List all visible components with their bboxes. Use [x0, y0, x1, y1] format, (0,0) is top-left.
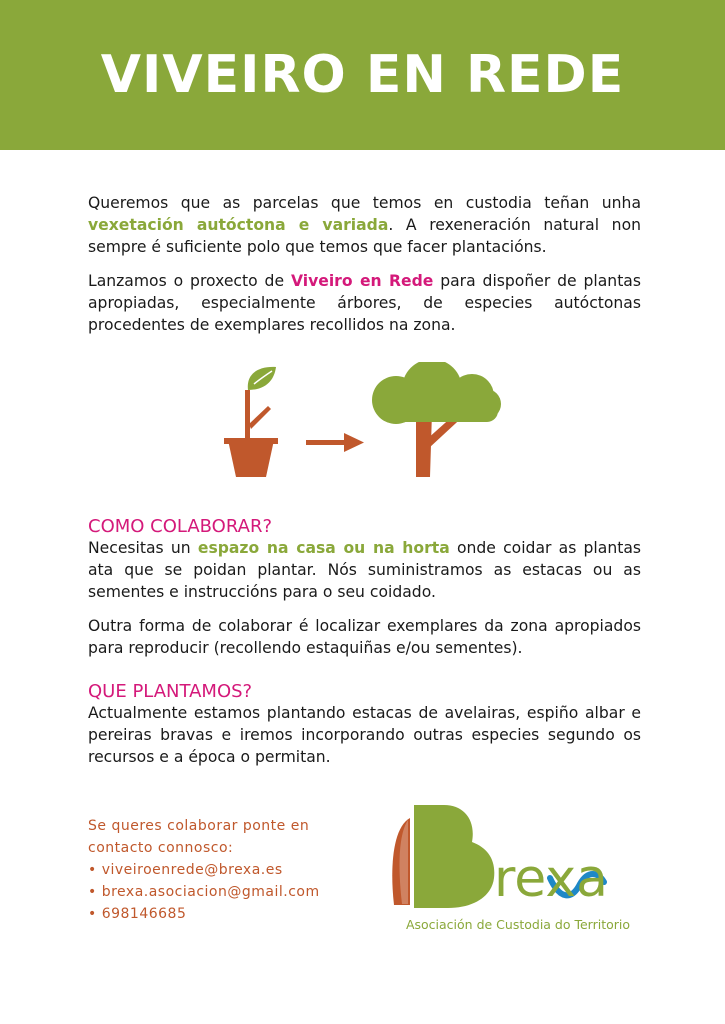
intro-paragraph-2 — [88, 270, 641, 336]
body-text: onde coidar as plantas ata que se poidan plantar. Nós suministramos as estacas ou as sementes e instruccións para o seu coidado. — [88, 539, 641, 601]
section-title-plant: QUE PLANTAMOS? — [88, 681, 253, 702]
contact-email-link[interactable]: • brexa.asociacion@gmail.com — [88, 884, 320, 900]
body-text: Necesitas un — [88, 539, 198, 557]
intro-text: Queremos que as parcelas que temos en custodia teñan unha — [88, 194, 641, 212]
brexa-logo — [388, 800, 648, 935]
section-title-collaborate: COMO COLABORAR? — [88, 516, 272, 537]
contact-intro: contacto connosco: — [88, 840, 234, 856]
tree-icon — [372, 362, 501, 477]
arrow-right-icon — [306, 433, 364, 452]
logo-tagline: Asociación de Custodia do Territorio — [405, 917, 631, 932]
intro-highlight: vexetación autóctona e variada — [88, 216, 389, 234]
intro-text: para dispoñer de plantas apropiadas, especialmente árbores, de especies autóctonas procedentes de exemplares recollidos na zona. — [88, 272, 641, 334]
collaborate-paragraph-1 — [88, 537, 641, 603]
intro-text: . A rexeneración natural non sempre é suficiente polo que temos que facer plantacións. — [88, 216, 641, 256]
plant-paragraph: Actualmente estamos plantando estacas de avelairas, espiño albar e pereiras bravas e iremos incorporando outras especies segundo os recursos e a época o permitan. — [88, 704, 641, 766]
contact-phone-link[interactable]: • 698146685 — [88, 906, 187, 922]
project-name-highlight: Viveiro en Rede — [290, 272, 434, 290]
sapling-in-pot-icon — [224, 367, 278, 477]
contact-block — [88, 815, 378, 925]
collaborate-paragraph-2: Outra forma de colaborar é localizar exemplares da zona apropiados para reproducir (recollendo estaquiñas e/ou sementes). — [88, 617, 641, 657]
intro-text: Lanzamos o proxecto de — [88, 272, 291, 290]
logo-wordmark: rexa — [494, 849, 608, 909]
contact-email-link[interactable]: • viveiroenrede@brexa.es — [88, 862, 283, 878]
intro-paragraph-1 — [88, 192, 641, 258]
header-banner — [0, 0, 725, 150]
page-title: VIVEIRO EN REDE — [100, 45, 625, 105]
contact-intro: Se queres colaborar ponte en — [88, 818, 310, 834]
space-highlight: espazo na casa ou na horta — [197, 539, 450, 557]
growth-illustration — [218, 362, 508, 487]
